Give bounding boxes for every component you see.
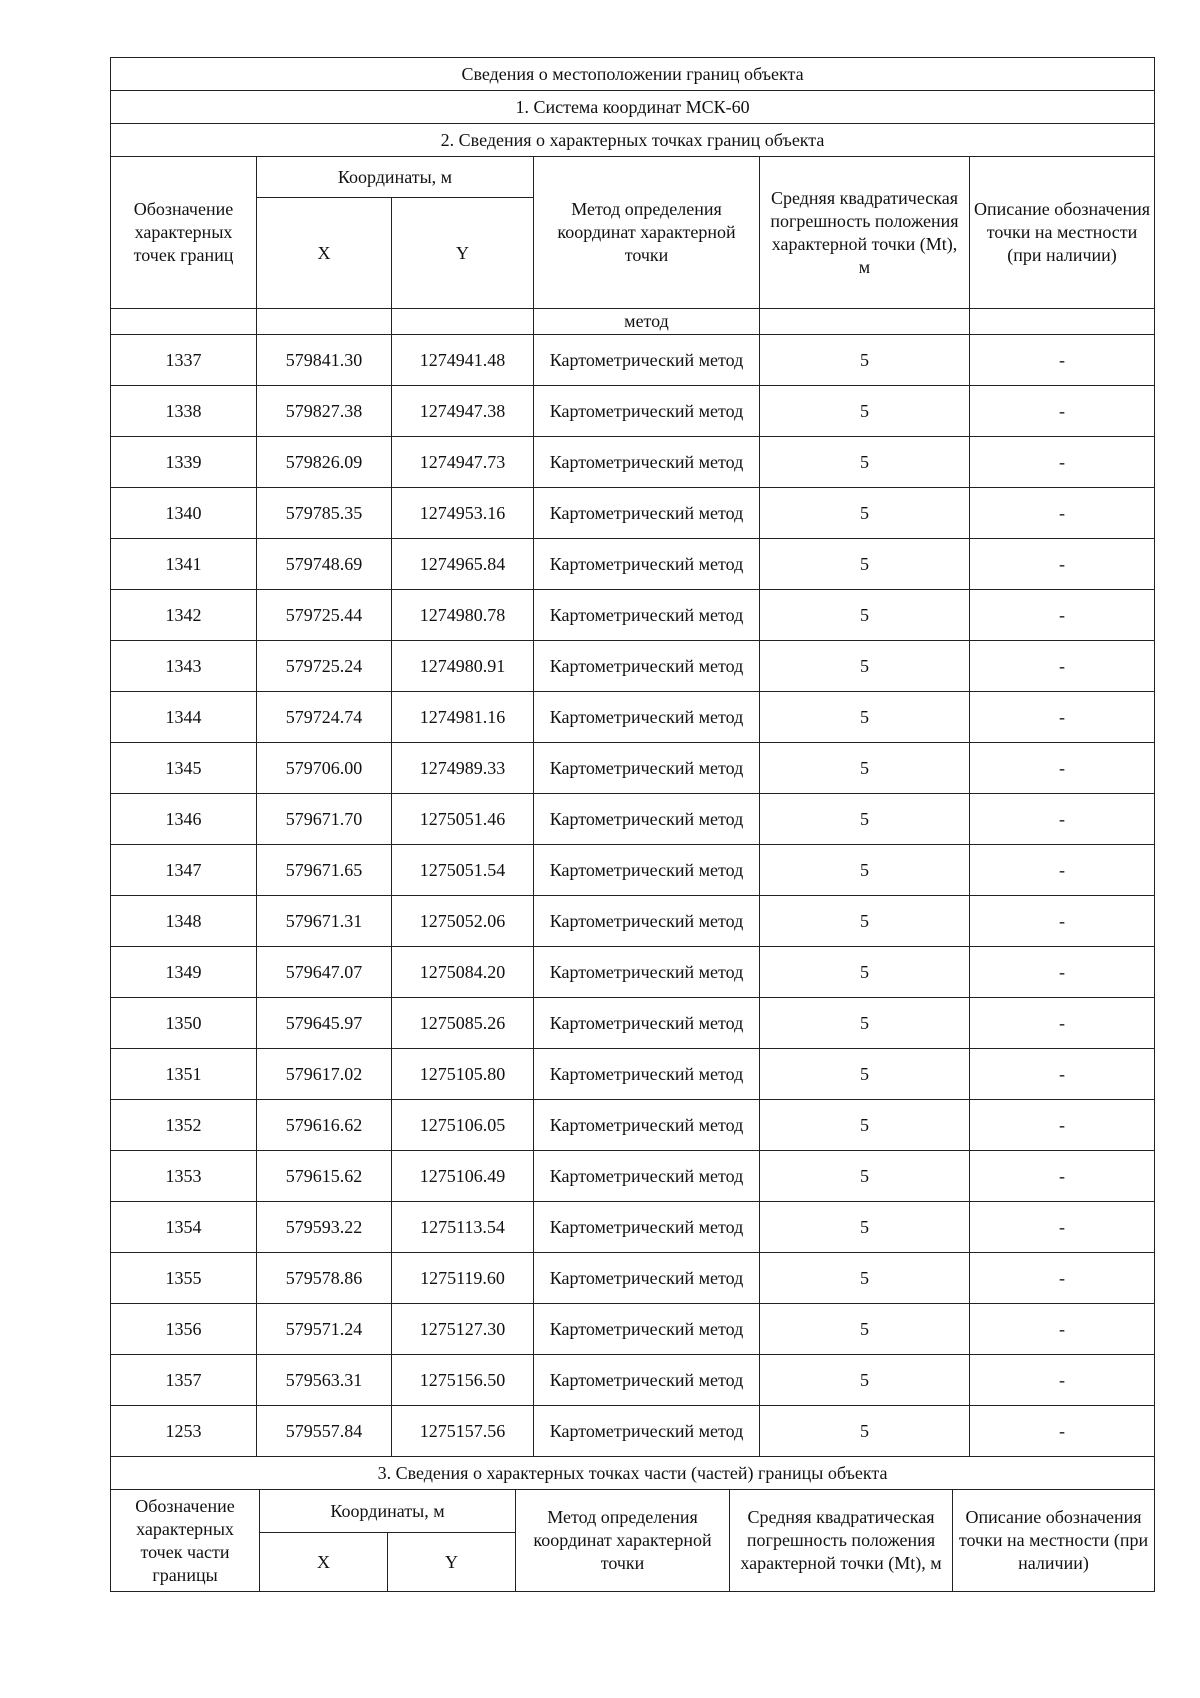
mt-cell: 5 bbox=[760, 1253, 970, 1304]
section2-row bbox=[111, 124, 1155, 157]
table-row bbox=[111, 641, 1155, 692]
y-cell: 1274947.73 bbox=[392, 437, 534, 488]
point-cell: 1353 bbox=[111, 1151, 257, 1202]
x-cell: 579826.09 bbox=[257, 437, 392, 488]
boundary-table bbox=[110, 57, 1155, 1490]
coord-system: 1. Система координат МСК-60 bbox=[111, 91, 1155, 124]
point-cell: 1343 bbox=[111, 641, 257, 692]
section3-header-row-1 bbox=[111, 1490, 1155, 1533]
method-cell: Картометрический метод bbox=[534, 641, 760, 692]
s3-col-method-header: Метод определения координат характерной точки bbox=[516, 1490, 730, 1592]
desc-cell: - bbox=[970, 947, 1155, 998]
mt-cell: 5 bbox=[760, 590, 970, 641]
y-cell: 1275052.06 bbox=[392, 896, 534, 947]
s3-col-error-header: Средняя квадратическая погрешность положения характерной точки (Mt), м bbox=[730, 1490, 953, 1592]
table-row bbox=[111, 998, 1155, 1049]
x-cell: 579748.69 bbox=[257, 539, 392, 590]
table-row bbox=[111, 1406, 1155, 1457]
y-cell: 1275113.54 bbox=[392, 1202, 534, 1253]
x-cell: 579671.31 bbox=[257, 896, 392, 947]
y-cell: 1274947.38 bbox=[392, 386, 534, 437]
mt-cell: 5 bbox=[760, 1049, 970, 1100]
col-x-header: X bbox=[257, 198, 392, 309]
mt-cell: 5 bbox=[760, 1151, 970, 1202]
point-cell: 1253 bbox=[111, 1406, 257, 1457]
desc-cell: - bbox=[970, 1253, 1155, 1304]
y-cell: 1274941.48 bbox=[392, 335, 534, 386]
mt-cell: 5 bbox=[760, 743, 970, 794]
col-y-header: Y bbox=[392, 198, 534, 309]
method-cell: Картометрический метод bbox=[534, 1304, 760, 1355]
desc-cell: - bbox=[970, 1151, 1155, 1202]
section2-title: 2. Сведения о характерных точках границ объекта bbox=[111, 124, 1155, 157]
x-cell: 579671.65 bbox=[257, 845, 392, 896]
desc-cell: - bbox=[970, 437, 1155, 488]
table-row bbox=[111, 386, 1155, 437]
point-cell: 1338 bbox=[111, 386, 257, 437]
mt-cell: 5 bbox=[760, 488, 970, 539]
x-cell: 579616.62 bbox=[257, 1100, 392, 1151]
mt-cell: 5 bbox=[760, 335, 970, 386]
y-cell: 1274980.91 bbox=[392, 641, 534, 692]
method-cell: Картометрический метод bbox=[534, 590, 760, 641]
header-row-1 bbox=[111, 157, 1155, 198]
table-row bbox=[111, 1355, 1155, 1406]
y-cell: 1275127.30 bbox=[392, 1304, 534, 1355]
point-cell: 1354 bbox=[111, 1202, 257, 1253]
method-cell: Картометрический метод bbox=[534, 947, 760, 998]
x-cell: 579578.86 bbox=[257, 1253, 392, 1304]
table-row bbox=[111, 488, 1155, 539]
point-cell: 1349 bbox=[111, 947, 257, 998]
method-cell: Картометрический метод bbox=[534, 335, 760, 386]
method-cell: Картометрический метод bbox=[534, 998, 760, 1049]
table-row bbox=[111, 1151, 1155, 1202]
x-cell: 579706.00 bbox=[257, 743, 392, 794]
point-cell: 1345 bbox=[111, 743, 257, 794]
y-cell: 1275106.05 bbox=[392, 1100, 534, 1151]
y-cell: 1275156.50 bbox=[392, 1355, 534, 1406]
desc-cell: - bbox=[970, 539, 1155, 590]
desc-cell: - bbox=[970, 692, 1155, 743]
table-row bbox=[111, 1100, 1155, 1151]
desc-cell: - bbox=[970, 1406, 1155, 1457]
mt-cell: 5 bbox=[760, 947, 970, 998]
s3-col-desc-header: Описание обозначения точки на местности (при наличии) bbox=[953, 1490, 1155, 1592]
method-cell: Картометрический метод bbox=[534, 437, 760, 488]
x-cell: 579841.30 bbox=[257, 335, 392, 386]
method-cell: Картометрический метод bbox=[534, 1100, 760, 1151]
x-cell: 579725.24 bbox=[257, 641, 392, 692]
desc-cell: - bbox=[970, 794, 1155, 845]
document-title: Сведения о местоположении границ объекта bbox=[111, 58, 1155, 91]
col-point-header: Обозначение характерных точек границ bbox=[111, 157, 257, 309]
table-row bbox=[111, 743, 1155, 794]
table-row bbox=[111, 692, 1155, 743]
coord-system-row bbox=[111, 91, 1155, 124]
points-body bbox=[111, 335, 1155, 1457]
desc-cell: - bbox=[970, 998, 1155, 1049]
mt-cell: 5 bbox=[760, 896, 970, 947]
point-cell: 1346 bbox=[111, 794, 257, 845]
mt-cell: 5 bbox=[760, 1304, 970, 1355]
x-cell: 579615.62 bbox=[257, 1151, 392, 1202]
method-cell: Картометрический метод bbox=[534, 794, 760, 845]
section3-title: 3. Сведения о характерных точках части (частей) границы объекта bbox=[111, 1457, 1155, 1490]
x-cell: 579557.84 bbox=[257, 1406, 392, 1457]
x-cell: 579671.70 bbox=[257, 794, 392, 845]
table-row bbox=[111, 437, 1155, 488]
mt-cell: 5 bbox=[760, 1202, 970, 1253]
mt-cell: 5 bbox=[760, 386, 970, 437]
mt-cell: 5 bbox=[760, 437, 970, 488]
mt-cell: 5 bbox=[760, 692, 970, 743]
col-method-header: Метод определения координат характерной точки bbox=[534, 157, 760, 309]
point-cell: 1344 bbox=[111, 692, 257, 743]
table-row bbox=[111, 590, 1155, 641]
method-cell: Картометрический метод bbox=[534, 539, 760, 590]
x-cell: 579645.97 bbox=[257, 998, 392, 1049]
s3-col-x-header: X bbox=[260, 1533, 388, 1592]
section3-table bbox=[110, 1489, 1155, 1592]
mt-cell: 5 bbox=[760, 1100, 970, 1151]
y-cell: 1274965.84 bbox=[392, 539, 534, 590]
method-cell: Картометрический метод bbox=[534, 1253, 760, 1304]
table-row bbox=[111, 1202, 1155, 1253]
x-cell: 579617.02 bbox=[257, 1049, 392, 1100]
table-row bbox=[111, 1253, 1155, 1304]
col-coords-header: Координаты, м bbox=[257, 157, 534, 198]
desc-cell: - bbox=[970, 1049, 1155, 1100]
method-cell: Картометрический метод bbox=[534, 488, 760, 539]
method-cell: Картометрический метод bbox=[534, 845, 760, 896]
x-cell: 579563.31 bbox=[257, 1355, 392, 1406]
method-cell: Картометрический метод bbox=[534, 1355, 760, 1406]
s3-col-y-header: Y bbox=[388, 1533, 516, 1592]
y-cell: 1275051.54 bbox=[392, 845, 534, 896]
x-cell: 579647.07 bbox=[257, 947, 392, 998]
point-cell: 1340 bbox=[111, 488, 257, 539]
point-cell: 1347 bbox=[111, 845, 257, 896]
method-cell: Картометрический метод bbox=[534, 1151, 760, 1202]
y-cell: 1274989.33 bbox=[392, 743, 534, 794]
partial-row bbox=[111, 309, 1155, 335]
y-cell: 1274981.16 bbox=[392, 692, 534, 743]
table-row bbox=[111, 539, 1155, 590]
desc-cell: - bbox=[970, 743, 1155, 794]
y-cell: 1275157.56 bbox=[392, 1406, 534, 1457]
method-cell: Картометрический метод bbox=[534, 896, 760, 947]
point-cell: 1339 bbox=[111, 437, 257, 488]
x-cell: 579593.22 bbox=[257, 1202, 392, 1253]
desc-cell: - bbox=[970, 1100, 1155, 1151]
y-cell: 1275085.26 bbox=[392, 998, 534, 1049]
partial-method-tail: метод bbox=[534, 309, 760, 335]
col-error-header: Средняя квадратическая погрешность положения характерной точки (Mt), м bbox=[760, 157, 970, 309]
section3-row bbox=[111, 1457, 1155, 1490]
point-cell: 1351 bbox=[111, 1049, 257, 1100]
method-cell: Картометрический метод bbox=[534, 1049, 760, 1100]
y-cell: 1275105.80 bbox=[392, 1049, 534, 1100]
desc-cell: - bbox=[970, 1202, 1155, 1253]
point-cell: 1352 bbox=[111, 1100, 257, 1151]
mt-cell: 5 bbox=[760, 641, 970, 692]
col-desc-header: Описание обозначения точки на местности (при наличии) bbox=[970, 157, 1155, 309]
desc-cell: - bbox=[970, 590, 1155, 641]
y-cell: 1275106.49 bbox=[392, 1151, 534, 1202]
method-cell: Картометрический метод bbox=[534, 1406, 760, 1457]
desc-cell: - bbox=[970, 1304, 1155, 1355]
method-cell: Картометрический метод bbox=[534, 743, 760, 794]
point-cell: 1356 bbox=[111, 1304, 257, 1355]
x-cell: 579571.24 bbox=[257, 1304, 392, 1355]
desc-cell: - bbox=[970, 896, 1155, 947]
y-cell: 1275051.46 bbox=[392, 794, 534, 845]
y-cell: 1274953.16 bbox=[392, 488, 534, 539]
point-cell: 1357 bbox=[111, 1355, 257, 1406]
y-cell: 1275084.20 bbox=[392, 947, 534, 998]
title-row bbox=[111, 58, 1155, 91]
mt-cell: 5 bbox=[760, 998, 970, 1049]
desc-cell: - bbox=[970, 641, 1155, 692]
s3-col-point-header: Обозначение характерных точек части границы bbox=[111, 1490, 260, 1592]
point-cell: 1355 bbox=[111, 1253, 257, 1304]
table-row bbox=[111, 794, 1155, 845]
x-cell: 579785.35 bbox=[257, 488, 392, 539]
point-cell: 1342 bbox=[111, 590, 257, 641]
point-cell: 1350 bbox=[111, 998, 257, 1049]
desc-cell: - bbox=[970, 488, 1155, 539]
table-row bbox=[111, 1304, 1155, 1355]
y-cell: 1274980.78 bbox=[392, 590, 534, 641]
x-cell: 579725.44 bbox=[257, 590, 392, 641]
mt-cell: 5 bbox=[760, 1355, 970, 1406]
point-cell: 1337 bbox=[111, 335, 257, 386]
mt-cell: 5 bbox=[760, 539, 970, 590]
table-row bbox=[111, 947, 1155, 998]
desc-cell: - bbox=[970, 386, 1155, 437]
point-cell: 1348 bbox=[111, 896, 257, 947]
mt-cell: 5 bbox=[760, 1406, 970, 1457]
point-cell: 1341 bbox=[111, 539, 257, 590]
y-cell: 1275119.60 bbox=[392, 1253, 534, 1304]
table-row bbox=[111, 335, 1155, 386]
table-row bbox=[111, 1049, 1155, 1100]
x-cell: 579724.74 bbox=[257, 692, 392, 743]
mt-cell: 5 bbox=[760, 845, 970, 896]
method-cell: Картометрический метод bbox=[534, 1202, 760, 1253]
table-row bbox=[111, 845, 1155, 896]
table-row bbox=[111, 896, 1155, 947]
method-cell: Картометрический метод bbox=[534, 386, 760, 437]
desc-cell: - bbox=[970, 335, 1155, 386]
desc-cell: - bbox=[970, 1355, 1155, 1406]
boundary-document bbox=[110, 57, 1154, 1592]
x-cell: 579827.38 bbox=[257, 386, 392, 437]
desc-cell: - bbox=[970, 845, 1155, 896]
method-cell: Картометрический метод bbox=[534, 692, 760, 743]
mt-cell: 5 bbox=[760, 794, 970, 845]
s3-col-coords-header: Координаты, м bbox=[260, 1490, 516, 1533]
